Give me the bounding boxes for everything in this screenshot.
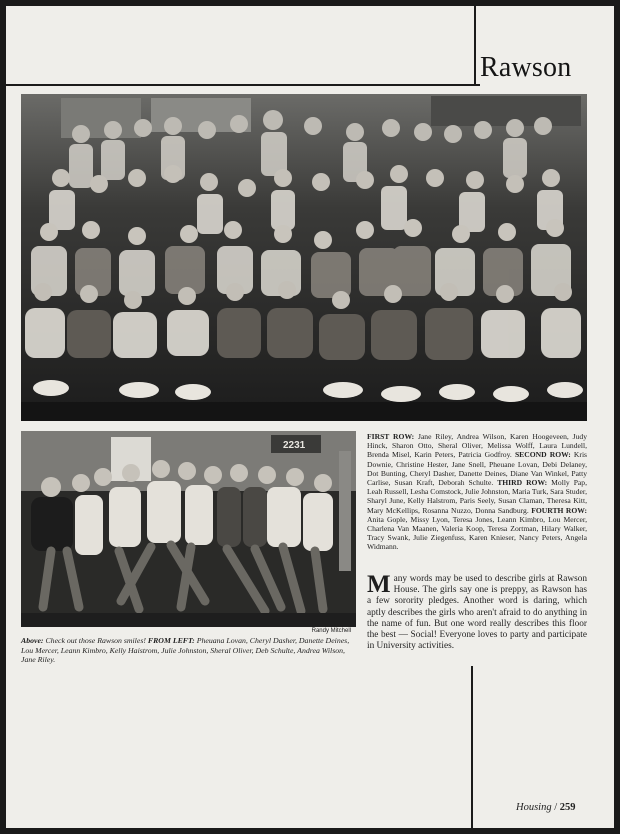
- article-text: any words may be used to describe girls at Rawson House. The girls say one is preppy, as Rawson has a few sorority pledges. Another word is daring, which aptly describes the girls who aren't afraid to do anything in the name of fun. But one word really describes this floor the best — Social! Everyone loves to party and participate in University activities.: [367, 574, 587, 652]
- header-rule: [6, 84, 480, 86]
- article-body: [367, 571, 587, 652]
- group-photo-caption: [367, 432, 587, 552]
- photo-caption: [21, 636, 356, 665]
- caption-lead: Above:: [21, 636, 44, 645]
- caption-names: Pheuana Lovan, Cheryl Dasher, Danette Deines, Lou Mercer, Leann Kimbro, Kelly Haistrom, Julie Johnston, Sheral Oliver, Deb Schulte, Andrea Wilson, Jane Riley.: [21, 636, 350, 664]
- smiles-photo: [21, 431, 356, 627]
- first-row-label: FIRST ROW:: [367, 432, 415, 441]
- page-title: Rawson: [480, 52, 572, 83]
- header-divider: [474, 6, 476, 86]
- first-row-names: Jane Riley, Andrea Wilson, Karen Hoogeveen, Judy Hinck, Sharon Otto, Sheral Oliver, Melissa Wolff, Laura Lundell, Brenda Misel, Karin Peters, Patricia Godfroy.: [367, 432, 587, 460]
- photo-credit: Randy Mitchell: [311, 628, 351, 634]
- room-number-sign: 2231: [283, 440, 306, 451]
- smiles-photo-image: [21, 431, 356, 627]
- second-row-names: Kris Downie, Christine Hester, Jane Snell, Pheuane Lovan, Debi Delaney, Dot Bunting, Cheryl Dasher, Danette Deines, Diane Van Winkel, Patty Carlise, Susan Kraft, Deborah Schulte.: [367, 450, 588, 488]
- yearbook-page: [6, 6, 614, 828]
- third-row-names: Molly Pap, Leah Russell, Lesha Comstock, Julie Johnston, Maria Turk, Sara Studer, Sharyl June, Kelly Halstrom, Paris Seely, Susan Claman, Theresa Kitt, Mary McKellips, Rosanna Nuzzo, Donna Sandburg.: [367, 478, 588, 515]
- page-number: 259: [559, 802, 576, 813]
- second-row-label: SECOND ROW:: [514, 450, 571, 460]
- footer-divider: [471, 666, 473, 828]
- third-row-label: THIRD ROW:: [497, 478, 548, 488]
- fourth-row-names: Anita Gople, Missy Lyon, Teresa Jones, Leann Kimbro, Lou Mercer, Charlena Van Maanen, Valeria Koop, Teresa Zortman, Hilary Walker, Tracy Swank, Julie Ziegenfuss, Karen Knieser, Nancy Peters, Angela Widmann.: [367, 514, 587, 552]
- caption-text-1: Check out those Rawson smiles!: [43, 636, 148, 645]
- caption-label: FROM LEFT:: [147, 636, 195, 645]
- group-photo: [21, 94, 587, 421]
- folio-separator: /: [551, 802, 560, 813]
- folio-section: Housing: [516, 802, 552, 813]
- page-footer: [516, 802, 576, 813]
- group-photo-image: [21, 94, 587, 421]
- drop-cap: M: [367, 571, 391, 598]
- fourth-row-label: FOURTH ROW:: [531, 505, 588, 515]
